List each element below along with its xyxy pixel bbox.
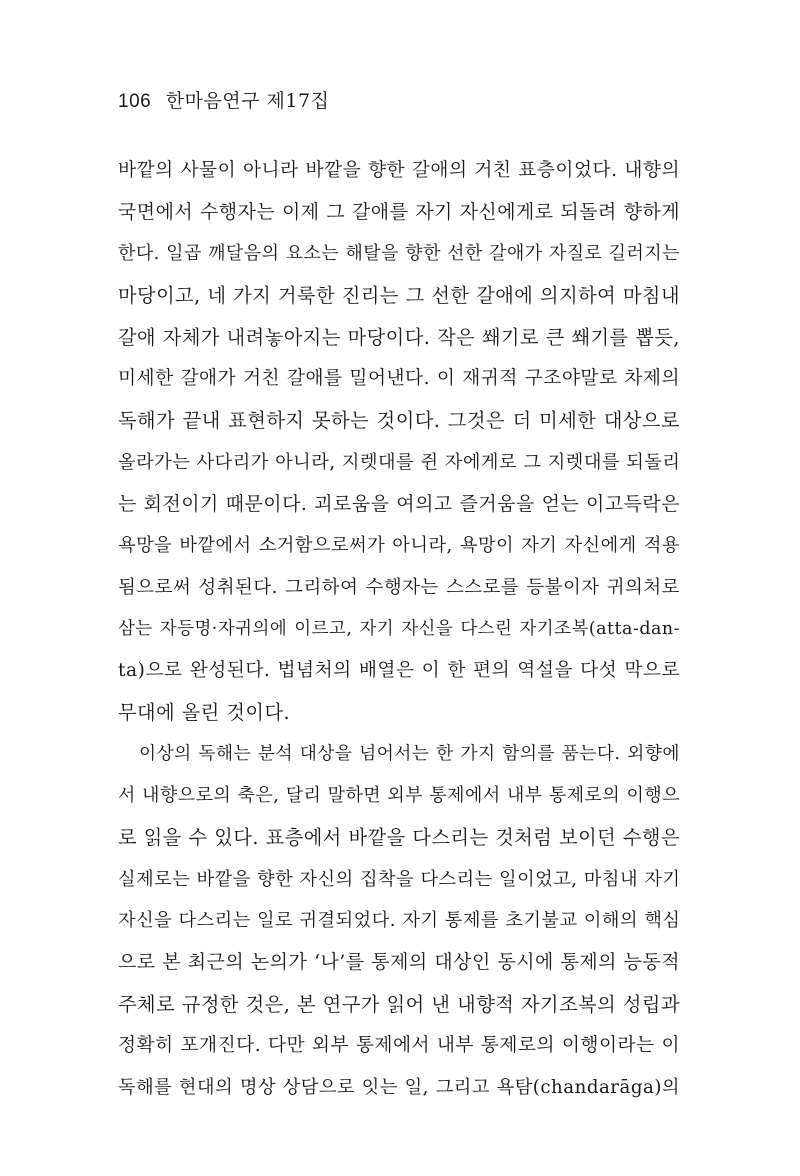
page-number: 106	[118, 91, 152, 112]
text-line: 독해를 현대의 명상 상담으로 잇는 일, 그리고 욕탐(chandarāga)의	[118, 1077, 680, 1099]
text-line: 서 내향으로의 축은, 달리 말하면 외부 통제에서 내부 통제로의 이행으	[118, 785, 680, 807]
text-line: 국면에서 수행자는 이제 그 갈애를 자기 자신에게로 되돌려 향하게	[118, 200, 680, 223]
journal-title: 한마음연구 제17집	[165, 90, 330, 112]
paragraph	[118, 150, 680, 734]
text-line: 됨으로써 성취된다. 그리하여 수행자는 스스로를 등불이자 귀의처로	[118, 576, 680, 598]
text-line: 삼는 자등명·자귀의에 이르고, 자기 자신을 다스린 자기조복(atta-dan-	[118, 618, 680, 639]
text-line: 마당이고, 네 가지 거룩한 진리는 그 선한 갈애에 의지하여 마침내	[118, 284, 680, 308]
text-line: 미세한 갈애가 거친 갈애를 밀어낸다. 이 재귀적 구조야말로 차제의	[118, 368, 680, 390]
text-line: 정확히 포개진다. 다만 외부 통제에서 내부 통제로의 이행이라는 이	[118, 1035, 680, 1057]
body-text	[118, 150, 680, 1109]
text-line: 실제로는 바깥을 향한 자신의 집착을 다스리는 일이었고, 마침내 자기	[118, 868, 681, 890]
text-line: 올라가는 사다리가 아니라, 지렛대를 쥔 자에게로 그 지렛대를 되돌리	[118, 451, 681, 473]
text-line: 는 회전이기 때문이다. 괴로움을 여의고 즐거움을 얻는 이고득락은	[118, 492, 680, 515]
text-line: 갈애 자체가 내려놓아지는 마당이다. 작은 쐐기로 큰 쐐기를 뽑듯,	[118, 325, 680, 349]
text-line: 한다. 일곱 깨달음의 요소는 해탈을 향한 선한 갈애가 자질로 길러지는	[118, 243, 680, 265]
text-line: 독해가 끝내 표현하지 못하는 것이다. 그것은 더 미세한 대상으로	[118, 409, 680, 433]
text-line: 자신을 다스리는 일로 귀결되었다. 자기 통제를 초기불교 이해의 핵심	[118, 910, 681, 932]
text-line: 으로 본 최근의 논의가 ‘나’를 통제의 대상인 동시에 통제의 능동적	[118, 951, 680, 974]
running-header	[118, 86, 329, 113]
text-line: 로 읽을 수 있다. 표층에서 바깥을 다스리는 것처럼 보이던 수행은	[118, 826, 680, 849]
text-line: 주체로 규정한 것은, 본 연구가 읽어 낸 내향적 자기조복의 성립과	[118, 992, 680, 1016]
paragraph	[118, 734, 680, 1109]
text-line: 무대에 올린 것이다.	[118, 700, 291, 724]
text-line: 욕망을 바깥에서 소거함으로써가 아니라, 욕망이 자기 자신에게 적용	[118, 535, 680, 557]
text-line: ta)으로 완성된다. 법념처의 배열은 이 한 편의 역설을 다섯 막으로	[118, 660, 680, 682]
text-line: 바깥의 사물이 아니라 바깥을 향한 갈애의 거친 표층이었다. 내향의	[118, 160, 680, 181]
text-line: 이상의 독해는 분석 대상을 넘어서는 한 가지 함의를 품는다. 외향에	[139, 743, 680, 764]
